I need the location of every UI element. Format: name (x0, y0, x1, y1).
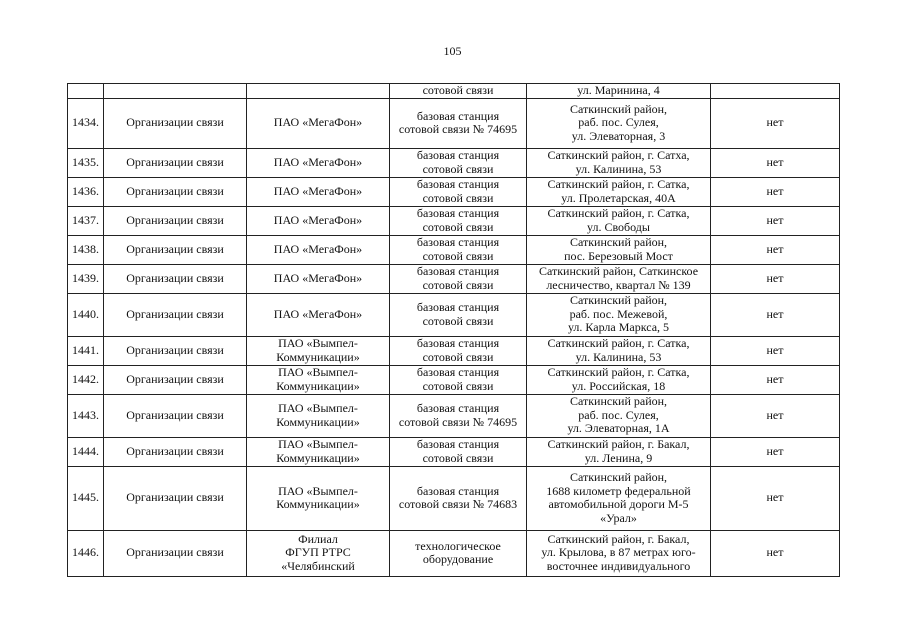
cell-line: ПАО «МегаФон» (273, 306, 363, 321)
cell-line: Саткинский район, (569, 470, 668, 484)
cell-line: сотовой связи (422, 219, 494, 234)
cell-address (527, 530, 711, 576)
cell-num: 1444. (68, 437, 104, 466)
cell-line: ул. Свободы (587, 219, 650, 234)
table-row (68, 394, 840, 437)
cell-owner (247, 177, 390, 206)
cell-line: Саткинский район, г. Сатха, (547, 148, 690, 162)
cell-num: 1435. (68, 148, 104, 177)
cell-line: ул. Пролетарская, 40А (561, 190, 676, 205)
cell-line: ул. Элеваторная, 1А (567, 421, 670, 436)
cell-num: 1436. (68, 177, 104, 206)
cell-num: 1440. (68, 293, 104, 336)
cell-line: раб. пос. Межевой, (569, 306, 668, 321)
cell-num: 1439. (68, 264, 104, 293)
table-row (68, 148, 840, 177)
cell-line: сотовой связи (422, 190, 494, 205)
cell-line: базовая станция (416, 206, 500, 220)
cell-line: сотовой связи (422, 248, 494, 263)
cell-category: Организации связи (104, 530, 247, 576)
cell-line: базовая станция (416, 365, 500, 379)
cell-line: Саткинский район, г. Сатка, (547, 336, 690, 350)
table-row (68, 206, 840, 235)
cell-line: сотовой связи (422, 349, 494, 364)
cell-address (527, 177, 711, 206)
cell-line: Филиал (298, 531, 338, 546)
cell-line: Саткинский район, (569, 394, 668, 409)
cell-line: восточнее индивидуального (546, 558, 691, 573)
cell-mark: нет (711, 148, 840, 177)
cell-line: раб. пос. Сулея, (578, 115, 659, 130)
cell-category: Организации связи (104, 206, 247, 235)
cell-owner (247, 530, 390, 576)
cell-owner (247, 264, 390, 293)
cell-line: базовая станция (416, 148, 500, 162)
register-table (67, 83, 840, 577)
cell-facility (390, 365, 527, 394)
continuation-row (68, 84, 840, 99)
cell-line: сотовой связи (422, 83, 494, 97)
cell-num: 1434. (68, 98, 104, 148)
cell-mark: нет (711, 98, 840, 148)
cell-owner (247, 148, 390, 177)
table-row (68, 235, 840, 264)
cell-facility (390, 206, 527, 235)
cell-line: Саткинский район, (569, 235, 668, 249)
cell-mark: нет (711, 530, 840, 576)
cell-num: 1443. (68, 394, 104, 437)
cell-num (68, 84, 104, 99)
cell-line: ПАО «МегаФон» (273, 183, 363, 198)
cell-line: Саткинский район, г. Бакал, (547, 437, 690, 451)
cell-line: базовая станция (416, 300, 500, 314)
table-row (68, 437, 840, 466)
cell-category: Организации связи (104, 466, 247, 530)
table-row (68, 177, 840, 206)
cell-line: ПАО «МегаФон» (273, 115, 363, 130)
cell-line: Коммуникации» (276, 349, 360, 364)
cell-facility (390, 394, 527, 437)
cell-line: ул. Маринина, 4 (577, 83, 660, 97)
cell-line: базовая станция (416, 264, 500, 278)
cell-line: Коммуникации» (276, 450, 360, 465)
table-row (68, 293, 840, 336)
cell-mark: нет (711, 264, 840, 293)
cell-category: Организации связи (104, 264, 247, 293)
cell-owner (247, 293, 390, 336)
cell-mark: нет (711, 437, 840, 466)
cell-line: ул. Калинина, 53 (575, 161, 662, 176)
cell-line: Саткинский район, Саткинское (538, 264, 699, 278)
cell-category: Организации связи (104, 98, 247, 148)
cell-line: ул. Крылова, в 87 метрах юго- (541, 545, 696, 560)
cell-address (527, 84, 711, 99)
cell-facility (390, 148, 527, 177)
cell-mark: нет (711, 206, 840, 235)
cell-address (527, 235, 711, 264)
cell-num: 1445. (68, 466, 104, 530)
cell-line: ПАО «Вымпел- (278, 483, 358, 498)
cell-line: ул. Элеваторная, 3 (571, 128, 666, 143)
cell-facility (390, 235, 527, 264)
cell-line: сотовой связи (422, 450, 494, 465)
cell-line: раб. пос. Сулея, (578, 407, 659, 422)
cell-line: базовая станция (416, 336, 500, 350)
cell-owner (247, 394, 390, 437)
cell-facility (390, 437, 527, 466)
cell-line: пос. Березовый Мост (564, 248, 673, 263)
cell-address (527, 437, 711, 466)
cell-mark: нет (711, 466, 840, 530)
table-row (68, 466, 840, 530)
cell-mark: нет (711, 394, 840, 437)
cell-facility (390, 98, 527, 148)
cell-line: Коммуникации» (276, 378, 360, 393)
cell-category: Организации связи (104, 394, 247, 437)
cell-category (104, 84, 247, 99)
cell-line: сотовой связи (422, 277, 494, 292)
cell-line: ПАО «МегаФон» (273, 241, 363, 256)
cell-line: сотовой связи (422, 161, 494, 176)
cell-line: «Челябинский (281, 558, 355, 573)
cell-line: 1688 километр федеральной (546, 483, 691, 498)
cell-line: Саткинский район, г. Сатка, (547, 177, 690, 191)
cell-address (527, 336, 711, 365)
cell-num: 1438. (68, 235, 104, 264)
cell-line: базовая станция (416, 177, 500, 191)
cell-line: ПАО «Вымпел- (278, 365, 358, 379)
cell-owner (247, 365, 390, 394)
cell-address (527, 365, 711, 394)
cell-category: Организации связи (104, 177, 247, 206)
cell-owner (247, 437, 390, 466)
cell-address (527, 98, 711, 148)
cell-owner (247, 336, 390, 365)
cell-line: ул. Ленина, 9 (584, 450, 653, 465)
cell-facility (390, 466, 527, 530)
cell-line: Коммуникации» (276, 497, 360, 511)
table-row (68, 365, 840, 394)
cell-line: ПАО «Вымпел- (278, 336, 358, 350)
cell-facility (390, 530, 527, 576)
cell-line: базовая станция (416, 437, 500, 451)
cell-mark: нет (711, 293, 840, 336)
table-row (68, 530, 840, 576)
cell-mark (711, 84, 840, 99)
cell-line: сотовой связи (422, 378, 494, 393)
cell-line: Саткинский район, г. Сатка, (547, 206, 690, 220)
cell-line: базовая станция (416, 483, 500, 498)
page-number: 105 (443, 44, 462, 58)
cell-category: Организации связи (104, 148, 247, 177)
cell-category: Организации связи (104, 235, 247, 264)
cell-line: сотовой связи (422, 313, 494, 328)
cell-owner (247, 84, 390, 99)
table-row (68, 98, 840, 148)
cell-facility (390, 293, 527, 336)
cell-facility (390, 336, 527, 365)
cell-owner (247, 466, 390, 530)
cell-line: Саткинский район, г. Сатка, (547, 365, 690, 379)
cell-line: технологическое (415, 538, 501, 553)
cell-line: ПАО «Вымпел- (278, 401, 358, 415)
cell-address (527, 466, 711, 530)
cell-line: ул. Калинина, 53 (575, 349, 662, 364)
cell-owner (247, 98, 390, 148)
cell-line: ПАО «МегаФон» (273, 212, 363, 227)
cell-line: ПАО «МегаФон» (273, 270, 363, 285)
cell-address (527, 206, 711, 235)
cell-line: Саткинский район, (569, 293, 668, 308)
cell-address (527, 394, 711, 437)
cell-line: ул. Российская, 18 (571, 378, 666, 393)
cell-line: оборудование (422, 552, 494, 566)
cell-line: базовая станция (416, 235, 500, 249)
cell-line: ПАО «Вымпел- (278, 437, 358, 451)
cell-line: «Урал» (600, 510, 637, 525)
cell-num: 1437. (68, 206, 104, 235)
cell-category: Организации связи (104, 336, 247, 365)
cell-num: 1442. (68, 365, 104, 394)
cell-address (527, 293, 711, 336)
cell-category: Организации связи (104, 437, 247, 466)
cell-facility (390, 84, 527, 99)
cell-line: автомобильной дороги М-5 (548, 497, 689, 511)
cell-mark: нет (711, 177, 840, 206)
cell-line: лесничество, квартал № 139 (546, 277, 691, 292)
cell-num: 1446. (68, 530, 104, 576)
cell-line: Коммуникации» (276, 414, 360, 429)
cell-line: Саткинский район, (569, 101, 668, 116)
cell-category: Организации связи (104, 293, 247, 336)
cell-mark: нет (711, 235, 840, 264)
cell-line: сотовой связи № 74683 (398, 497, 518, 511)
cell-owner (247, 206, 390, 235)
cell-mark: нет (711, 336, 840, 365)
cell-address (527, 148, 711, 177)
cell-line: Саткинский район, г. Бакал, (547, 531, 690, 546)
cell-num: 1441. (68, 336, 104, 365)
cell-facility (390, 177, 527, 206)
cell-line: ул. Карла Маркса, 5 (567, 320, 670, 335)
cell-line: базовая станция (416, 401, 500, 415)
cell-facility (390, 264, 527, 293)
table-row (68, 336, 840, 365)
register-table-body (68, 84, 840, 577)
cell-mark: нет (711, 365, 840, 394)
cell-owner (247, 235, 390, 264)
cell-line: сотовой связи № 74695 (398, 414, 518, 429)
cell-line: базовая станция (416, 108, 500, 123)
table-row (68, 264, 840, 293)
cell-category: Организации связи (104, 365, 247, 394)
cell-line: сотовой связи № 74695 (398, 122, 518, 136)
cell-line: ФГУП РТРС (285, 545, 351, 560)
cell-address (527, 264, 711, 293)
cell-line: ПАО «МегаФон» (273, 154, 363, 169)
